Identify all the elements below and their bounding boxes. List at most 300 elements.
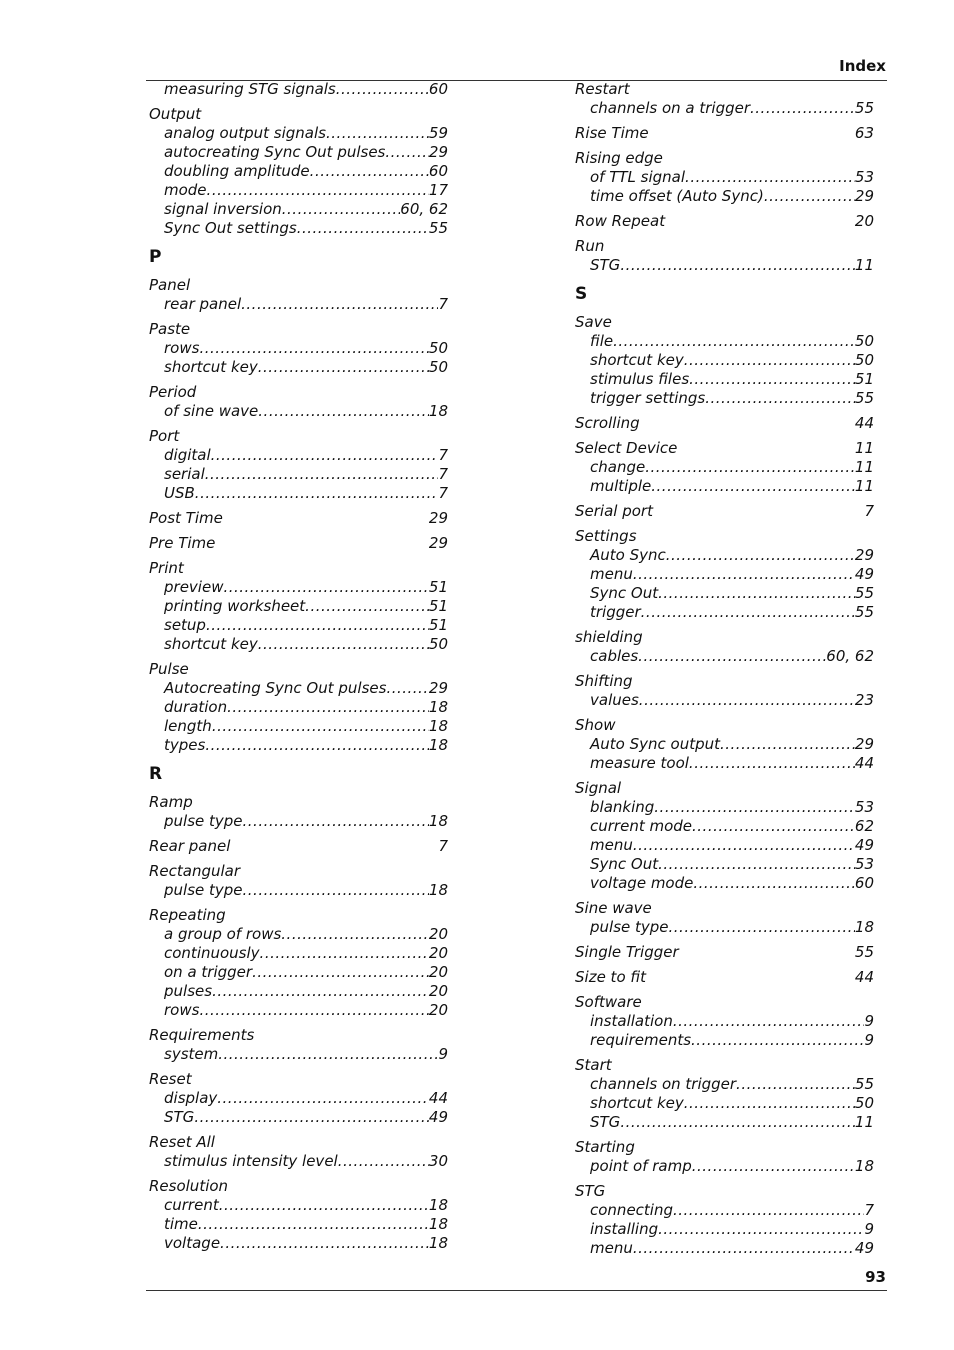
index-entry [575,1056,874,1132]
dot-leader [685,168,855,187]
index-subterm: channels on trigger [590,1075,737,1093]
index-term: STG [575,1182,606,1200]
index-subterm: voltage [164,1234,221,1252]
index-subterm: shortcut key [164,358,258,376]
index-page-ref: 7 [438,295,448,313]
index-term-line [149,276,448,295]
index-subterm-line [149,200,448,219]
dot-leader [206,616,429,635]
index-page-ref: 7 [864,502,874,520]
index-subterm: installing [590,1220,659,1238]
index-subterm: trigger settings [590,389,706,407]
index-subterm-line [149,162,448,181]
index-column-left [149,80,448,1253]
index-entry [149,534,448,553]
dot-leader [243,881,429,900]
index-subterm: types [164,736,206,754]
dot-leader [310,162,429,181]
dot-leader [736,1075,855,1094]
dot-leader [666,546,855,565]
index-subterm: connecting [590,1201,673,1219]
index-term-line [575,899,874,918]
index-term: Panel [149,276,191,294]
dot-leader [639,691,855,710]
index-page-ref: 29 [854,546,874,564]
dot-leader [645,458,855,477]
index-subterm-line [575,1031,874,1050]
index-page-ref: 7 [438,837,448,855]
index-subterm: voltage mode [590,874,694,892]
dot-leader [219,1196,429,1215]
dot-leader [764,187,855,206]
index-subterm: pulse type [590,918,669,936]
dot-leader [654,798,855,817]
dot-leader [386,679,428,698]
index-page-ref: 7 [438,446,448,464]
index-entry [149,105,448,238]
index-subterm: mode [164,181,207,199]
index-subterm-line [575,546,874,565]
dot-leader [633,836,855,855]
index-page-ref: 11 [854,458,874,476]
index-page-ref: 44 [854,414,874,432]
index-subterm: display [164,1089,218,1107]
index-term-line [149,559,448,578]
dot-leader [658,855,855,874]
index-subterm-line [575,1012,874,1031]
index-subterm-line [149,465,448,484]
dot-leader [205,736,429,755]
index-term: Repeating [149,906,226,924]
index-page-ref: 23 [854,691,874,709]
dot-leader [198,1215,429,1234]
index-page-ref: 20 [854,212,874,230]
index-entry [149,837,448,856]
index-entry [575,502,874,521]
index-subterm: duration [164,698,228,716]
dot-leader [223,578,428,597]
index-subterm: channels on a trigger [590,99,751,117]
index-term: Signal [575,779,622,797]
index-subterm-line [575,477,874,496]
index-page-ref: 29 [428,143,448,161]
index-entry [149,383,448,421]
index-subterm: pulse type [164,812,243,830]
index-subterm: measure tool [590,754,689,772]
index-subterm: trigger [590,603,641,621]
index-term-line [149,660,448,679]
index-term-line [575,716,874,735]
index-term-line [149,906,448,925]
index-subterm: rear panel [164,295,242,313]
index-page-ref: 20 [428,925,448,943]
index-subterm: file [590,332,614,350]
index-subterm: installation [590,1012,673,1030]
dot-leader [658,1220,864,1239]
index-page-ref: 9 [864,1031,874,1049]
index-page-ref: 62 [854,817,874,835]
dot-leader [613,332,855,351]
index-page-ref: 18 [428,698,448,716]
index-subterm-line [149,679,448,698]
index-subterm: a group of rows [164,925,282,943]
index-page-ref: 18 [428,1215,448,1233]
index-page-ref: 55 [854,603,874,621]
index-page-ref: 9 [438,1045,448,1063]
index-term: Start [575,1056,612,1074]
index-term: Select Device [575,439,678,457]
dot-leader [691,1031,864,1050]
index-page-ref: 53 [854,798,874,816]
index-subterm: on a trigger [164,963,253,981]
index-term: Rising edge [575,149,663,167]
dot-leader [669,918,855,937]
index-entry [149,1026,448,1064]
index-term-line [149,793,448,812]
index-term-line [149,320,448,339]
index-entry [149,559,448,654]
index-entry [575,414,874,433]
dot-leader [243,812,429,831]
index-page-ref: 59 [428,124,448,142]
index-letter-heading: P [149,247,162,267]
index-entry [149,1070,448,1127]
index-page-ref: 49 [854,836,874,854]
index-term: Single Trigger [575,943,679,961]
dot-leader [336,80,429,99]
dot-leader [281,925,429,944]
index-subterm-line [149,717,448,736]
index-subterm-line [149,1215,448,1234]
index-page-ref: 51 [428,597,448,615]
index-subterm: Auto Sync output [590,735,720,753]
index-subterm: menu [590,565,633,583]
index-subterm-line [575,565,874,584]
index-subterm-line [149,736,448,755]
index-subterm: USB [164,484,195,502]
index-term: Reset [149,1070,192,1088]
index-subterm: preview [164,578,224,596]
dot-leader [217,1089,429,1108]
index-entry [575,124,874,143]
index-page-ref: 18 [428,402,448,420]
index-page-ref: 20 [428,982,448,1000]
index-entry [575,527,874,622]
index-entry [149,660,448,755]
dot-leader [651,477,855,496]
index-term: Starting [575,1138,635,1156]
index-term-line [149,1026,448,1045]
index-page-ref: 60 [854,874,874,892]
dot-leader [633,1239,855,1258]
index-page-ref: 18 [854,918,874,936]
index-entry [575,779,874,893]
index-subterm-line [575,332,874,351]
index-subterm-line [575,735,874,754]
dot-leader [673,1012,865,1031]
index-subterm-line [149,339,448,358]
index-term: Reset All [149,1133,215,1151]
index-page-ref: 60, 62 [400,200,448,218]
dot-leader [693,874,855,893]
index-term-line [575,414,874,433]
index-subterm: STG [590,256,621,274]
index-subterm-line [575,168,874,187]
index-entry [575,1182,874,1258]
index-subterm-line [149,446,448,465]
index-column-right [575,80,874,1258]
index-entry [575,80,874,118]
index-page-ref: 9 [864,1220,874,1238]
index-subterm: values [590,691,639,709]
index-subterm-line [149,963,448,982]
index-page-ref: 55 [854,584,874,602]
index-subterm-line [575,691,874,710]
index-subterm: pulses [164,982,213,1000]
index-subterm-line [575,99,874,118]
index-page-ref: 7 [438,465,448,483]
index-term: Settings [575,527,637,545]
index-page-ref: 49 [854,565,874,583]
dot-leader [282,200,401,219]
index-subterm: signal inversion [164,200,282,218]
index-subterm-line [575,458,874,477]
index-term: Software [575,993,642,1011]
index-entry [575,993,874,1050]
index-entry [575,672,874,710]
index-entry [149,509,448,528]
index-subterm-line [575,603,874,622]
index-term-line [575,80,874,99]
index-page-ref: 17 [428,181,448,199]
index-entry [149,906,448,1020]
dot-leader [194,1108,429,1127]
index-subterm-line [575,1239,874,1258]
index-term-line [575,527,874,546]
index-term-line [149,383,448,402]
dot-leader [326,124,429,143]
index-subterm-line [149,1196,448,1215]
index-page-ref: 50 [428,339,448,357]
index-subterm-line [149,925,448,944]
index-subterm: blanking [590,798,655,816]
index-entry [575,313,874,408]
index-term-line [575,124,874,143]
index-subterm-line [149,80,448,99]
index-subterm: STG [590,1113,621,1131]
index-subterm-line [575,1201,874,1220]
index-term-line [149,862,448,881]
index-page-ref: 51 [428,578,448,596]
index-subterm: autocreating Sync Out pulses [164,143,386,161]
index-subterm: change [590,458,646,476]
index-subterm: rows [164,339,200,357]
index-subterm-line [575,855,874,874]
dot-leader [241,295,438,314]
dot-leader [195,484,439,503]
dot-leader [638,647,826,666]
index-term-line [149,509,448,528]
index-subterm-line [149,1001,448,1020]
index-term: Print [149,559,184,577]
dot-leader [212,982,429,1001]
index-term: Sine wave [575,899,652,917]
index-page-ref: 29 [428,679,448,697]
index-subterm-line [149,181,448,200]
index-page-ref: 20 [428,1001,448,1019]
index-term-line [149,1133,448,1152]
index-term: Restart [575,80,630,98]
index-subterm-line [575,817,874,836]
index-entry [149,1133,448,1171]
index-term: Period [149,383,197,401]
index-page-ref: 60, 62 [826,647,874,665]
index-subterm-line [149,698,448,717]
page-number: 93 [865,1268,886,1286]
index-term-line [149,1177,448,1196]
dot-leader [212,717,429,736]
index-page-ref: 18 [428,812,448,830]
dot-leader [689,754,855,773]
index-subterm: rows [164,1001,200,1019]
index-term-line [575,212,874,231]
index-term: Rectangular [149,862,241,880]
index-page-ref: 49 [428,1108,448,1126]
index-page-ref: 55 [854,99,874,117]
dot-leader [673,1201,864,1220]
index-subterm: Sync Out settings [164,219,297,237]
index-subterm-line [149,295,448,314]
index-entry [575,439,874,496]
index-subterm: analog output signals [164,124,326,142]
index-page-ref: 18 [428,1234,448,1252]
index-term-line [575,1182,874,1201]
dot-leader [692,1157,855,1176]
index-page-ref: 50 [428,635,448,653]
index-page-ref: 30 [428,1152,448,1170]
index-term-line [575,628,874,647]
index-subterm: menu [590,836,633,854]
dot-leader [750,99,855,118]
index-term-line [575,1138,874,1157]
dot-leader [720,735,855,754]
index-subterm-line [149,1108,448,1127]
dot-leader [258,635,429,654]
index-term-line [575,1056,874,1075]
index-term: Resolution [149,1177,229,1195]
dot-leader [199,1001,428,1020]
index-entry [575,237,874,275]
index-term: Scrolling [575,414,640,432]
index-subterm-line [575,584,874,603]
index-page-ref: 18 [428,717,448,735]
index-subterm: of sine wave [164,402,259,420]
dot-leader [258,358,429,377]
index-entry [575,149,874,206]
index-page-ref: 18 [428,1196,448,1214]
index-subterm: Sync Out [590,584,659,602]
dot-leader [385,143,429,162]
index-page-ref: 9 [864,1012,874,1030]
dot-leader [338,1152,429,1171]
index-page-ref: 20 [428,963,448,981]
index-page-ref: 18 [428,736,448,754]
index-page-ref: 7 [438,484,448,502]
index-page-ref: 60 [428,162,448,180]
index-entry [149,793,448,831]
index-subterm-line [149,484,448,503]
index-subterm: STG [164,1108,195,1126]
dot-leader [684,351,855,370]
index-term-line [575,149,874,168]
dot-leader [220,1234,429,1253]
index-subterm-line [149,578,448,597]
index-page-ref: 44 [854,754,874,772]
index-entry [149,427,448,503]
index-subterm-line [149,1152,448,1171]
index-subterm-line [149,219,448,238]
index-term: Shifting [575,672,633,690]
index-page-ref: 50 [428,358,448,376]
dot-leader [205,465,439,484]
index-subterm: digital [164,446,211,464]
index-letter-heading: R [149,764,163,784]
index-subterm-line [149,402,448,421]
index-subterm: stimulus files [590,370,690,388]
dot-leader [227,698,429,717]
dot-leader [199,339,428,358]
dot-leader [258,402,429,421]
index-page-ref: 49 [854,1239,874,1257]
footer-rule [146,1290,887,1291]
index-page-ref: 11 [854,1113,874,1131]
index-subterm-line [149,358,448,377]
index-page-ref: 11 [854,477,874,495]
index-entry [149,1177,448,1253]
index-term: Show [575,716,616,734]
index-subterm: length [164,717,212,735]
index-subterm: cables [590,647,639,665]
index-subterm-line [575,647,874,666]
index-subterm-line [149,812,448,831]
index-subterm: shortcut key [164,635,258,653]
index-page-ref: 29 [428,534,448,552]
index-subterm-line [149,982,448,1001]
index-entry [149,862,448,900]
index-subterm-line [575,1113,874,1132]
index-subterm-line [149,597,448,616]
index-entry [575,628,874,666]
index-term: Serial port [575,502,653,520]
index-page-ref: 50 [854,332,874,350]
index-entry [575,899,874,937]
index-term: Size to fit [575,968,646,986]
index-subterm-line [575,370,874,389]
index-entry [575,943,874,962]
index-page-ref: 29 [428,509,448,527]
index-term: Save [575,313,612,331]
dot-leader [260,944,429,963]
index-subterm-line [149,1234,448,1253]
index-page-ref: 50 [854,1094,874,1112]
index-subterm: serial [164,465,205,483]
index-subterm-line [575,1220,874,1239]
dot-leader [620,256,855,275]
running-header-title: Index [839,57,886,75]
index-term: Rise Time [575,124,649,142]
index-term: Run [575,237,605,255]
index-term: Pulse [149,660,189,678]
